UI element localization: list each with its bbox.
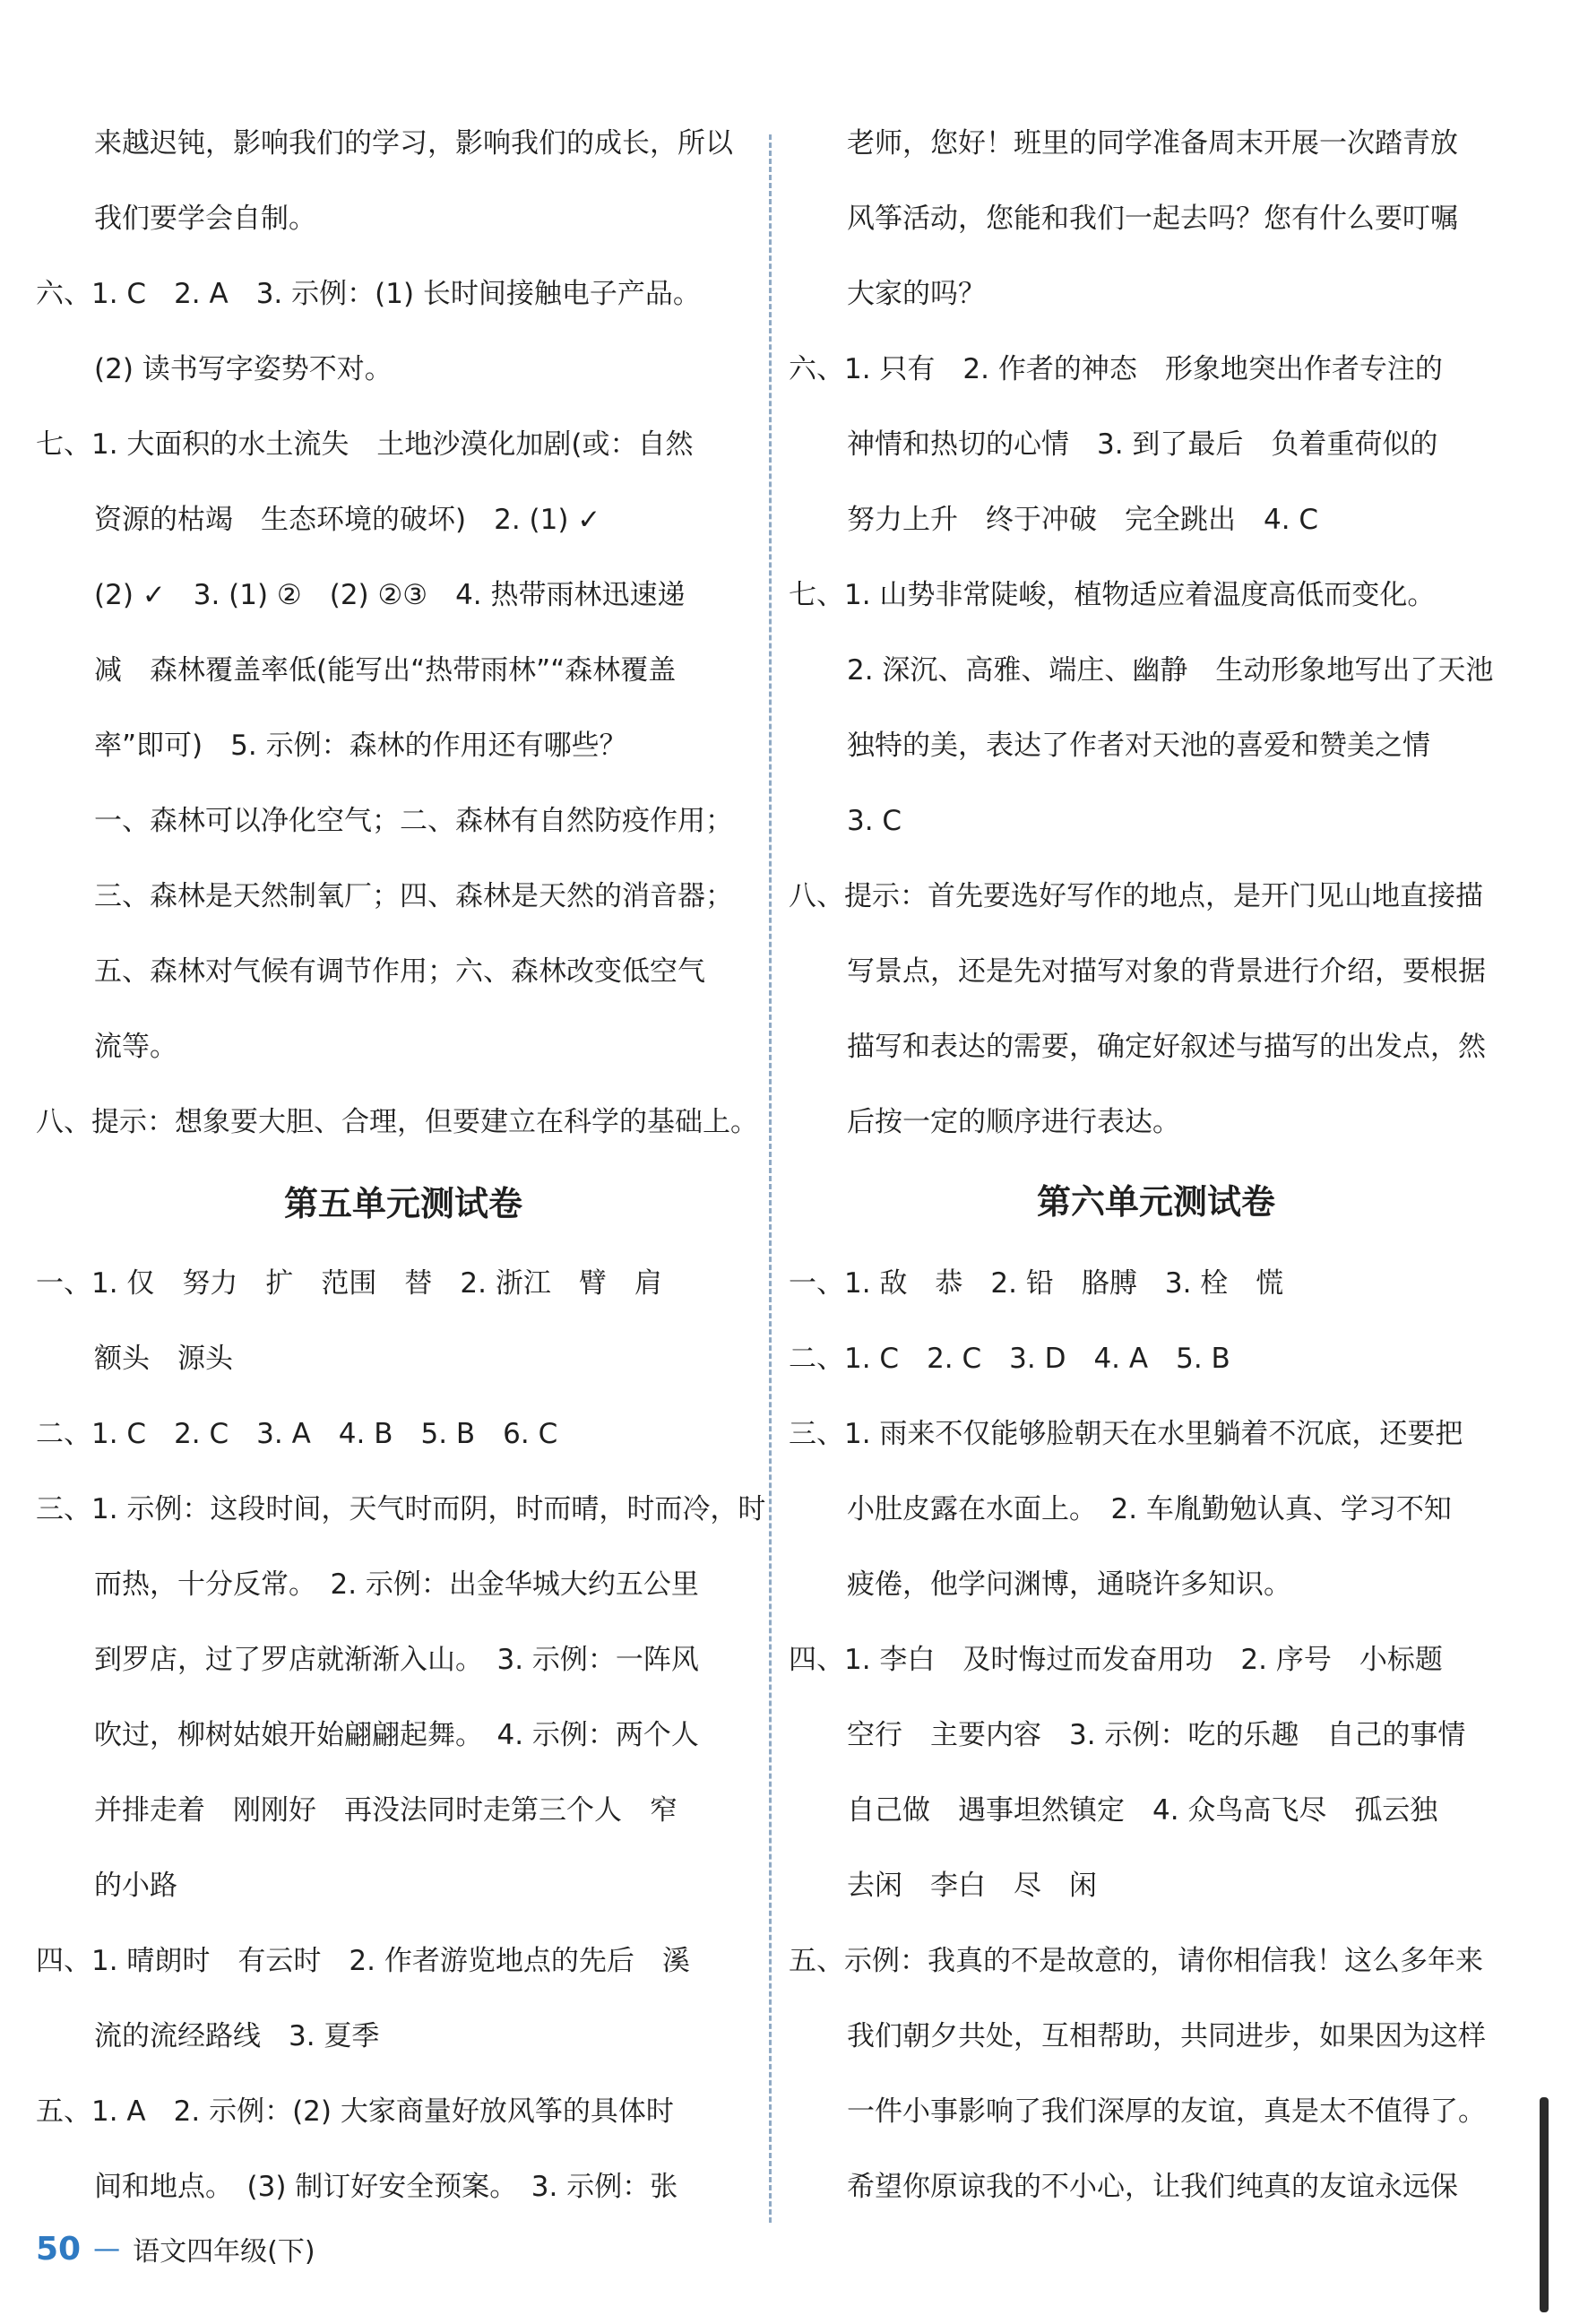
text-line: 间和地点。 (3) 制订好安全预案。 3. 示例：张 bbox=[94, 2171, 678, 2203]
text-line: 额头 源头 bbox=[94, 1343, 233, 1375]
answer-line: 二、1. C 2. C 3. A 4. B 5. B 6. C bbox=[36, 1418, 558, 1450]
footer-separator: — bbox=[93, 2233, 121, 2265]
text-line: 一、森林可以净化空气；二、森林有自然防疫作用； bbox=[94, 805, 733, 837]
answer-line: 一、1. 敌 恭 2. 铅 胳膊 3. 栓 慌 bbox=[789, 1267, 1284, 1300]
answer-line: 五、1. A 2. 示例：(2) 大家商量好放风筝的具体时 bbox=[36, 2095, 674, 2128]
text-line: 写景点，还是先对描写对象的背景进行介绍，要根据 bbox=[847, 955, 1486, 988]
text-line: 神情和热切的心情 3. 到了最后 负着重荷似的 bbox=[847, 428, 1438, 461]
answer-line: 三、1. 示例：这段时间，天气时而阴，时而晴，时而冷，时 bbox=[36, 1493, 766, 1525]
text-line: 风筝活动，您能和我们一起去吗？您有什么要叮嘱 bbox=[847, 203, 1458, 235]
text-line: 我们朝夕共处，互相帮助，共同进步，如果因为这样 bbox=[847, 2020, 1486, 2052]
text-line: 希望你原谅我的不小心，让我们纯真的友谊永远保 bbox=[847, 2171, 1458, 2203]
text-line: 自己做 遇事坦然镇定 4. 众鸟高飞尽 孤云独 bbox=[847, 1794, 1438, 1827]
text-line: 三、森林是天然制氧厂；四、森林是天然的消音器； bbox=[94, 880, 733, 912]
text-line: 大家的吗？ bbox=[847, 278, 986, 310]
answer-line: 八、提示：想象要大胆、合理，但要建立在科学的基础上。 bbox=[36, 1106, 758, 1138]
text-line: 描写和表达的需要，确定好叙述与描写的出发点，然 bbox=[847, 1031, 1486, 1063]
text-line: 减 森林覆盖率低(能写出“热带雨林”“森林覆盖 bbox=[94, 654, 677, 687]
page-number: 50 bbox=[36, 2230, 82, 2268]
answer-line: 七、1. 大面积的水土流失 土地沙漠化加剧(或：自然 bbox=[36, 428, 694, 461]
text-line: 一件小事影响了我们深厚的友谊，真是太不值得了。 bbox=[847, 2095, 1486, 2128]
text-line: 五、森林对气候有调节作用；六、森林改变低空气 bbox=[94, 955, 705, 988]
answer-line: 四、1. 李白 及时悔过而发奋用功 2. 序号 小标题 bbox=[789, 1644, 1443, 1676]
text-line: 流等。 bbox=[94, 1031, 177, 1063]
text-line: 的小路 bbox=[94, 1870, 177, 1902]
answer-line: 三、1. 雨来不仅能够脸朝天在水里躺着不沉底，还要把 bbox=[789, 1418, 1463, 1450]
text-line: 后按一定的顺序进行表达。 bbox=[847, 1106, 1180, 1138]
answer-line: 八、提示：首先要选好写作的地点，是开门见山地直接描 bbox=[789, 880, 1483, 912]
section-title-unit5: 第五单元测试卷 bbox=[283, 1184, 522, 1223]
text-line: 空行 主要内容 3. 示例：吃的乐趣 自己的事情 bbox=[847, 1719, 1466, 1751]
text-line: 努力上升 终于冲破 完全跳出 4. C bbox=[847, 504, 1319, 536]
section-title-unit6: 第六单元测试卷 bbox=[1036, 1182, 1275, 1222]
text-line: 来越迟钝，影响我们的学习，影响我们的成长，所以 bbox=[94, 127, 733, 160]
text-line: (2) 读书写字姿势不对。 bbox=[94, 353, 393, 385]
text-line: (2) ✓ 3. (1) ② (2) ②③ 4. 热带雨林迅速递 bbox=[94, 579, 686, 611]
text-line: 2. 深沉、高雅、端庄、幽静 生动形象地写出了天池 bbox=[847, 654, 1494, 687]
answer-line: 六、1. 只有 2. 作者的神态 形象地突出作者专注的 bbox=[789, 353, 1443, 385]
text-line: 吹过，柳树姑娘开始翩翩起舞。 4. 示例：两个人 bbox=[94, 1719, 699, 1751]
text-line: 到罗店，过了罗店就渐渐入山。 3. 示例：一阵风 bbox=[94, 1644, 699, 1676]
page-edge-mark bbox=[1540, 2097, 1549, 2312]
text-line: 流的流经路线 3. 夏季 bbox=[94, 2020, 380, 2052]
answer-line: 六、1. C 2. A 3. 示例：(1) 长时间接触电子产品。 bbox=[36, 278, 701, 310]
page-footer bbox=[36, 2226, 315, 2271]
answer-line: 一、1. 仅 努力 扩 范围 替 2. 浙江 臂 肩 bbox=[36, 1267, 662, 1300]
book-title: 语文四年级(下) bbox=[133, 2236, 315, 2268]
text-line: 独特的美，表达了作者对天池的喜爱和赞美之情 bbox=[847, 730, 1430, 762]
text-line: 去闲 李白 尽 闲 bbox=[847, 1870, 1097, 1902]
text-line: 并排走着 刚刚好 再没法同时走第三个人 窄 bbox=[94, 1794, 677, 1827]
answer-line: 四、1. 晴朗时 有云时 2. 作者游览地点的先后 溪 bbox=[36, 1945, 690, 1977]
text-line: 3. C bbox=[847, 805, 902, 837]
text-line: 小肚皮露在水面上。 2. 车胤勤勉认真、学习不知 bbox=[847, 1493, 1452, 1525]
text-line: 老师，您好！班里的同学准备周末开展一次踏青放 bbox=[847, 127, 1458, 160]
answer-line: 七、1. 山势非常陡峻，植物适应着温度高低而变化。 bbox=[789, 579, 1436, 611]
text-line: 疲倦，他学问渊博，通晓许多知识。 bbox=[847, 1568, 1291, 1601]
text-line: 资源的枯竭 生态环境的破坏) 2. (1) ✓ bbox=[94, 504, 601, 536]
answer-line: 五、示例：我真的不是故意的，请你相信我！这么多年来 bbox=[789, 1945, 1483, 1977]
answer-line: 二、1. C 2. C 3. D 4. A 5. B bbox=[789, 1343, 1230, 1375]
text-line: 而热，十分反常。 2. 示例：出金华城大约五公里 bbox=[94, 1568, 699, 1601]
text-line: 率”即可) 5. 示例：森林的作用还有哪些？ bbox=[94, 730, 627, 762]
text-line: 我们要学会自制。 bbox=[94, 203, 316, 235]
